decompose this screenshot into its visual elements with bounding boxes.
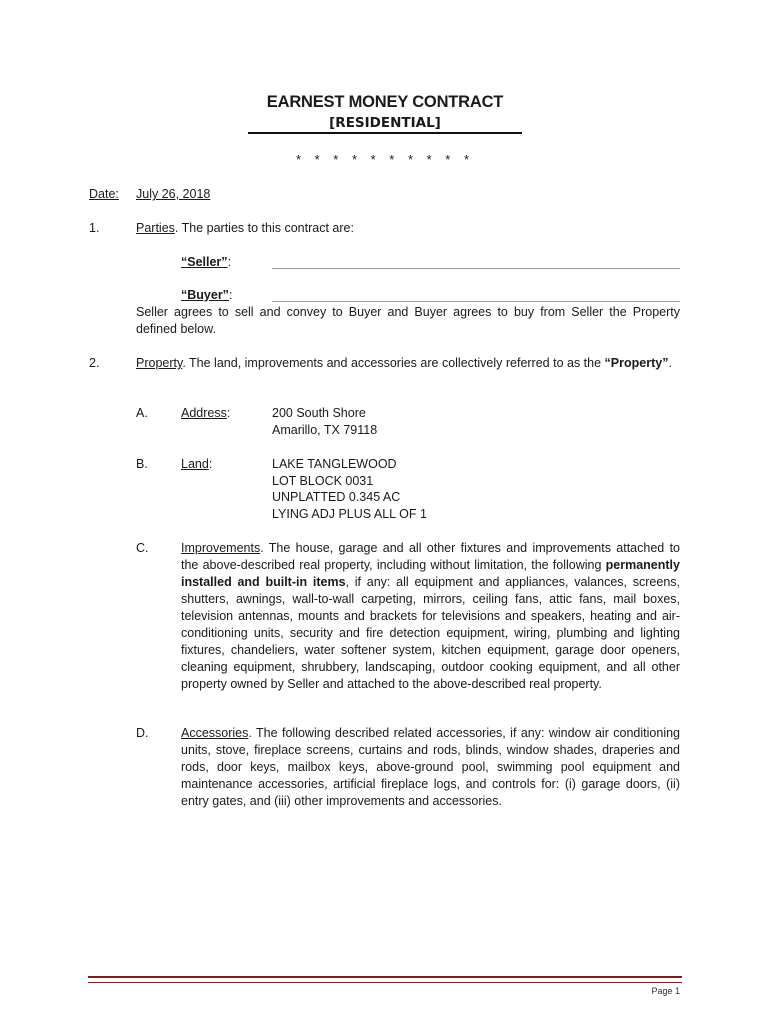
item-b-label-row — [181, 456, 212, 473]
seller-colon: : — [227, 255, 232, 269]
address-line-2: Amarillo, TX 79118 — [272, 423, 378, 437]
land-line-3: UNPLATTED 0.345 AC — [272, 490, 401, 504]
improvements-bold: permanently installed and built-in items — [181, 558, 680, 589]
land-label: Land — [181, 457, 209, 471]
item-b-letter: B. — [136, 457, 148, 471]
section-1-body: Seller agrees to sell and convey to Buyer and Buyer agrees to buy from Seller the Property defined below. — [136, 305, 680, 336]
land-colon: : — [208, 457, 213, 471]
section-2-intro-text: . The land, improvements and accessories are collectively referred to as the — [182, 356, 602, 370]
address-label: Address — [181, 406, 227, 420]
improvements-paragraph — [181, 540, 680, 693]
section-2-heading: Property — [136, 356, 183, 370]
document-subtitle: [RESIDENTIAL] — [329, 115, 441, 131]
buyer-fill-line — [272, 301, 680, 302]
date-value: July 26, 2018 — [136, 187, 211, 201]
buyer-colon: : — [228, 288, 233, 302]
seller-fill-line — [272, 268, 680, 269]
land-line-4: LYING ADJ PLUS ALL OF 1 — [272, 507, 427, 521]
address-colon: : — [226, 406, 231, 420]
section-1-heading: Parties — [136, 221, 175, 235]
item-a-label-row — [181, 405, 230, 422]
land-line-1: LAKE TANGLEWOOD — [272, 457, 397, 471]
section-1-intro — [136, 220, 354, 237]
page-number: Page 1 — [651, 986, 680, 996]
accessories-paragraph — [181, 725, 680, 810]
section-1-number: 1. — [89, 221, 100, 235]
improvements-text-1: . The house, garage and all other fixtures and improvements attached to the above-described real property, including without limitation, the following — [181, 541, 680, 572]
seller-label-row — [181, 254, 231, 271]
section-2-number: 2. — [89, 356, 100, 370]
item-a-letter: A. — [136, 406, 148, 420]
section-1-intro-text: . The parties to this contract are: — [174, 221, 354, 235]
title-underline — [248, 132, 522, 134]
accessories-label: Accessories — [181, 726, 249, 740]
buyer-label-row — [181, 287, 232, 304]
address-line-1: 200 South Shore — [272, 406, 366, 420]
accessories-text: . The following described related accessories, if any: window air conditioning units, stove, fireplace screens, curtains and rods, blinds, window shades, draperies and rods, door keys, mailbox keys, above-ground pool, swimming pool equipment and maintenance accessories, artificial fireplace logs, and controls for: (i) garage doors, (ii) entry gates, and (iii) other improvements and accessories. — [181, 726, 680, 808]
document-title: EARNEST MONEY CONTRACT — [266, 93, 504, 111]
land-line-2: LOT BLOCK 0031 — [272, 474, 374, 488]
improvements-label: Improvements — [181, 541, 261, 555]
section-2-intro — [136, 355, 680, 372]
improvements-text-2: , if any: all equipment and appliances, valances, screens, shutters, awnings, wall-to-wall carpeting, mirrors, ceiling fans, attic fans, mail boxes, television antennas, mounts and brackets for televisions and speakers, heating and air-conditioning units, security and fire detection equipment, wiring, plumbing and lighting fixtures, chandeliers, water softener system, kitchen equipment, garage door openers, cleaning equipment, shrubbery, landscaping, outdoor cooking equipment, and all other property owned by Seller and attached to the above-described real property. — [181, 575, 681, 691]
footer-rule — [88, 976, 682, 983]
star-separator: * * * * * * * * * * — [295, 152, 475, 167]
item-d-letter: D. — [136, 726, 149, 740]
property-defined-term: “Property” — [604, 356, 669, 370]
buyer-label: “Buyer” — [181, 288, 229, 302]
property-defined-end: . — [668, 356, 672, 370]
item-c-letter: C. — [136, 541, 149, 555]
seller-label: “Seller” — [181, 255, 228, 269]
date-label: Date: — [89, 187, 119, 201]
